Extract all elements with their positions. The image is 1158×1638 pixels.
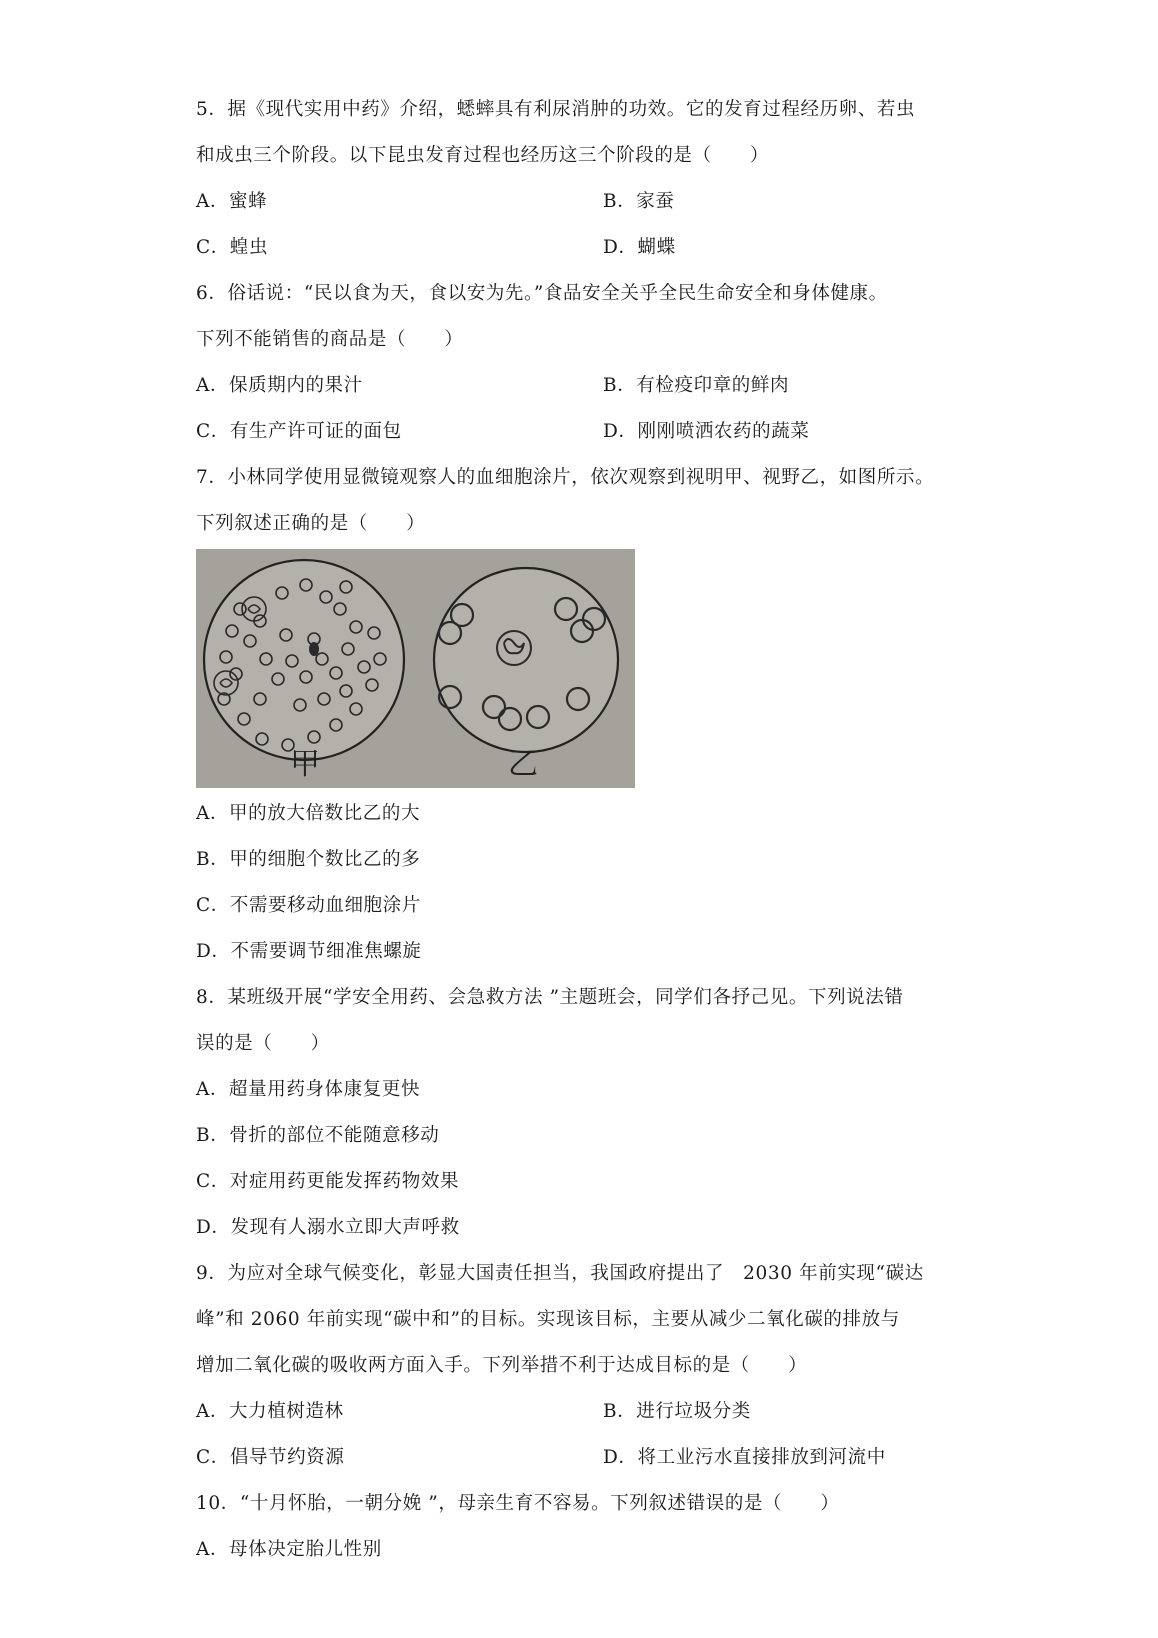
q5-option-d: D．蝴蝶 (603, 237, 676, 258)
q6-stem-line2: 下列不能销售的商品是（ ） (196, 329, 464, 350)
q9-stem-line3: 增加二氧化碳的吸收两方面入手。下列举措不利于达成目标的是（ ） (196, 1355, 808, 1376)
microscope-figure (196, 549, 635, 788)
microscope-fields-image (196, 549, 635, 788)
q9-option-a: A．大力植树造林 (196, 1401, 344, 1422)
q7-option-d: D．不需要调节细准焦螺旋 (196, 941, 422, 962)
q8-option-d: D．发现有人溺水立即大声呼救 (196, 1217, 460, 1238)
field-jia (204, 560, 404, 782)
field-yi (434, 568, 618, 782)
q8-option-b: B．骨折的部位不能随意移动 (196, 1125, 440, 1146)
q9-option-b: B．进行垃圾分类 (603, 1401, 751, 1422)
q6-option-b: B．有检疫印章的鲜肉 (603, 375, 790, 396)
q9-stem-line1: 9．为应对全球气候变化，彰显大国责任担当，我国政府提出了 2030 年前实现“碳达 (196, 1263, 924, 1284)
q5-stem-line1: 5．据《现代实用中药》介绍，蟋蟀具有利尿消肿的功效。它的发育过程经历卵、若虫 (196, 99, 916, 120)
q6-option-d: D．刚刚喷洒农药的蔬菜 (603, 421, 810, 442)
q8-option-c: C．对症用药更能发挥药物效果 (196, 1171, 460, 1192)
q8-stem-line1: 8．某班级开展“学安全用药、会急救方法 ”主题班会，同学们各抒己见。下列说法错 (196, 987, 904, 1008)
q8-option-a: A．超量用药身体康复更快 (196, 1079, 421, 1100)
q9-stem-line2: 峰”和 2060 年前实现“碳中和”的目标。实现该目标，主要从减少二氧化碳的排放与 (196, 1309, 900, 1330)
q7-stem-line1: 7．小林同学使用显微镜观察人的血细胞涂片，依次观察到视明甲、视野乙，如图所示。 (196, 467, 935, 488)
q5-option-b: B．家蚕 (603, 191, 675, 212)
q8-stem-line2: 误的是（ ） (196, 1033, 330, 1054)
q9-option-d: D．将工业污水直接排放到河流中 (603, 1447, 886, 1468)
q7-option-a: A．甲的放大倍数比乙的大 (196, 803, 421, 824)
q10-option-a: A．母体决定胎儿性别 (196, 1539, 382, 1560)
q5-option-c: C．蝗虫 (196, 237, 269, 258)
field-yi-label: 乙 (508, 747, 538, 782)
q6-option-a: A．保质期内的果汁 (196, 375, 363, 396)
q7-option-c: C．不需要移动血细胞涂片 (196, 895, 421, 916)
q5-option-a: A．蜜蜂 (196, 191, 268, 212)
field-jia-label: 甲 (290, 747, 320, 782)
q5-stem-line2: 和成虫三个阶段。以下昆虫发育过程也经历这三个阶段的是（ ） (196, 145, 770, 166)
q10-stem-line1: 10．“十月怀胎，一朝分娩 ”，母亲生育不容易。下列叙述错误的是（ ） (196, 1493, 840, 1514)
q6-stem-line1: 6．俗话说：“民以食为天，食以安为先。”食品安全关乎全民生命安全和身体健康。 (196, 283, 888, 304)
q7-stem-line2: 下列叙述正确的是（ ） (196, 513, 426, 534)
q6-option-c: C．有生产许可证的面包 (196, 421, 402, 442)
q7-option-b: B．甲的细胞个数比乙的多 (196, 849, 421, 870)
q9-option-c: C．倡导节约资源 (196, 1447, 345, 1468)
